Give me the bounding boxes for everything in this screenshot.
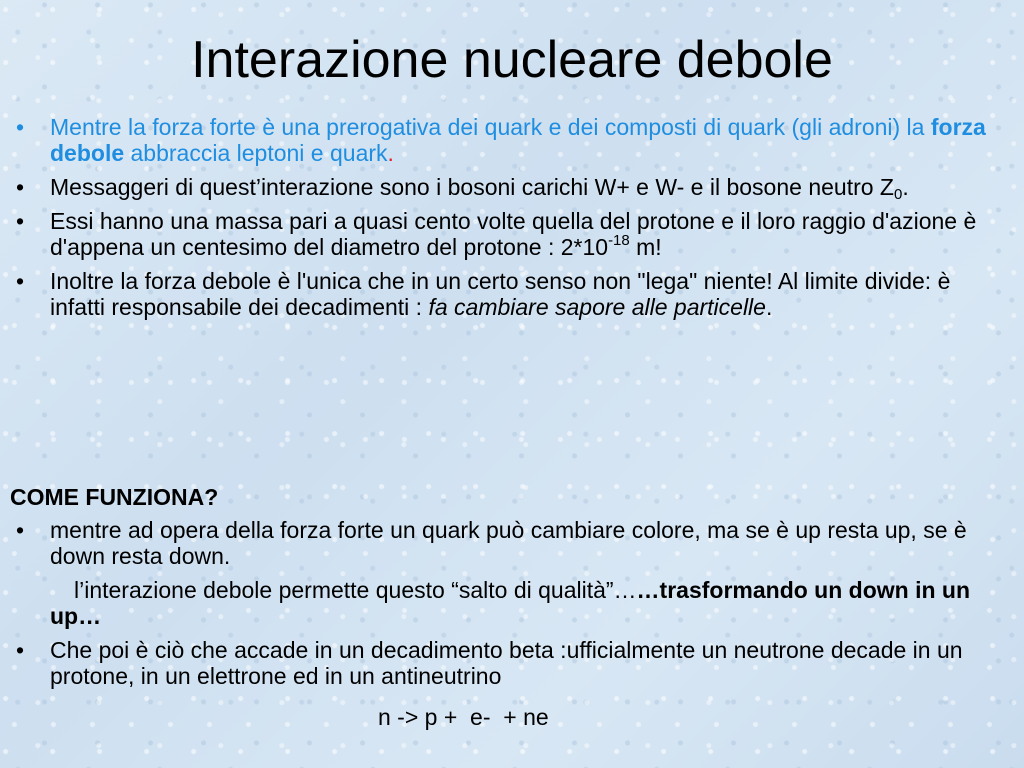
bullet-text-end: . <box>902 174 909 200</box>
section-title: COME FUNZIONA? <box>10 484 219 510</box>
decay-formula: n -> p + e- + ne <box>378 704 549 730</box>
bullet-text: Inoltre la forza debole è l'unica che in un certo senso non "lega" niente! Al limite divide: è infatti responsabile dei decadimenti : <box>50 268 951 320</box>
bullet-text: Messaggeri di quest’interazione sono i bosoni carichi W+ e W- e il bosone neutro Z <box>50 174 894 200</box>
subscript: 0 <box>893 186 903 203</box>
section-item-color <box>16 517 1006 569</box>
bullet-text: Mentre la forza forte è una prerogativa dei quark e dei composti di quark (gli adroni) la <box>50 114 931 140</box>
section-item-beta <box>16 637 1006 689</box>
section-list <box>16 517 1006 697</box>
bullet-icon: • <box>16 208 25 234</box>
bold-term: forza debole <box>50 114 986 166</box>
bullet-text-end: m! <box>629 234 662 260</box>
superscript: -18 <box>608 232 630 249</box>
bullet-item-messengers <box>16 174 1006 203</box>
bullet-item-mass <box>16 208 1006 260</box>
bullet-icon: • <box>16 114 25 140</box>
bullet-icon: • <box>16 637 25 663</box>
section-item-text: mentre ad opera della forza forte un quark può cambiare colore, ma se è up resta up, se è down resta down. <box>50 517 967 569</box>
bullet-icon: • <box>16 268 25 294</box>
bullet-icon: • <box>16 517 25 543</box>
italic-phrase: fa cambiare sapore alle particelle <box>428 294 766 320</box>
bullet-text: Essi hanno una massa pari a quasi cento volte quella del protone e il loro raggio d'azione è d'appena un centesimo del diametro del protone : 2*10 <box>50 208 977 260</box>
red-period: . <box>387 140 394 166</box>
indented-text: l’interazione debole permette questo “salto di qualità”… <box>74 577 637 603</box>
section-item-text: Che poi è ciò che accade in un decadimento beta :ufficialmente un neutrone decade in un protone, in un elettrone ed in un antineutrino <box>50 637 963 689</box>
bullet-item-decay <box>16 268 1006 320</box>
bullet-text-end: . <box>765 294 773 320</box>
indented-paragraph <box>16 577 1006 629</box>
bullet-icon: • <box>16 174 25 200</box>
indented-bold: …trasformando un down in un up… <box>50 577 971 629</box>
bullet-item-strong-vs-weak <box>16 114 1006 166</box>
bullet-list <box>16 114 1006 328</box>
slide-title: Interazione nucleare debole <box>191 31 833 89</box>
bullet-text-end: abbraccia leptoni e quark <box>124 140 388 166</box>
